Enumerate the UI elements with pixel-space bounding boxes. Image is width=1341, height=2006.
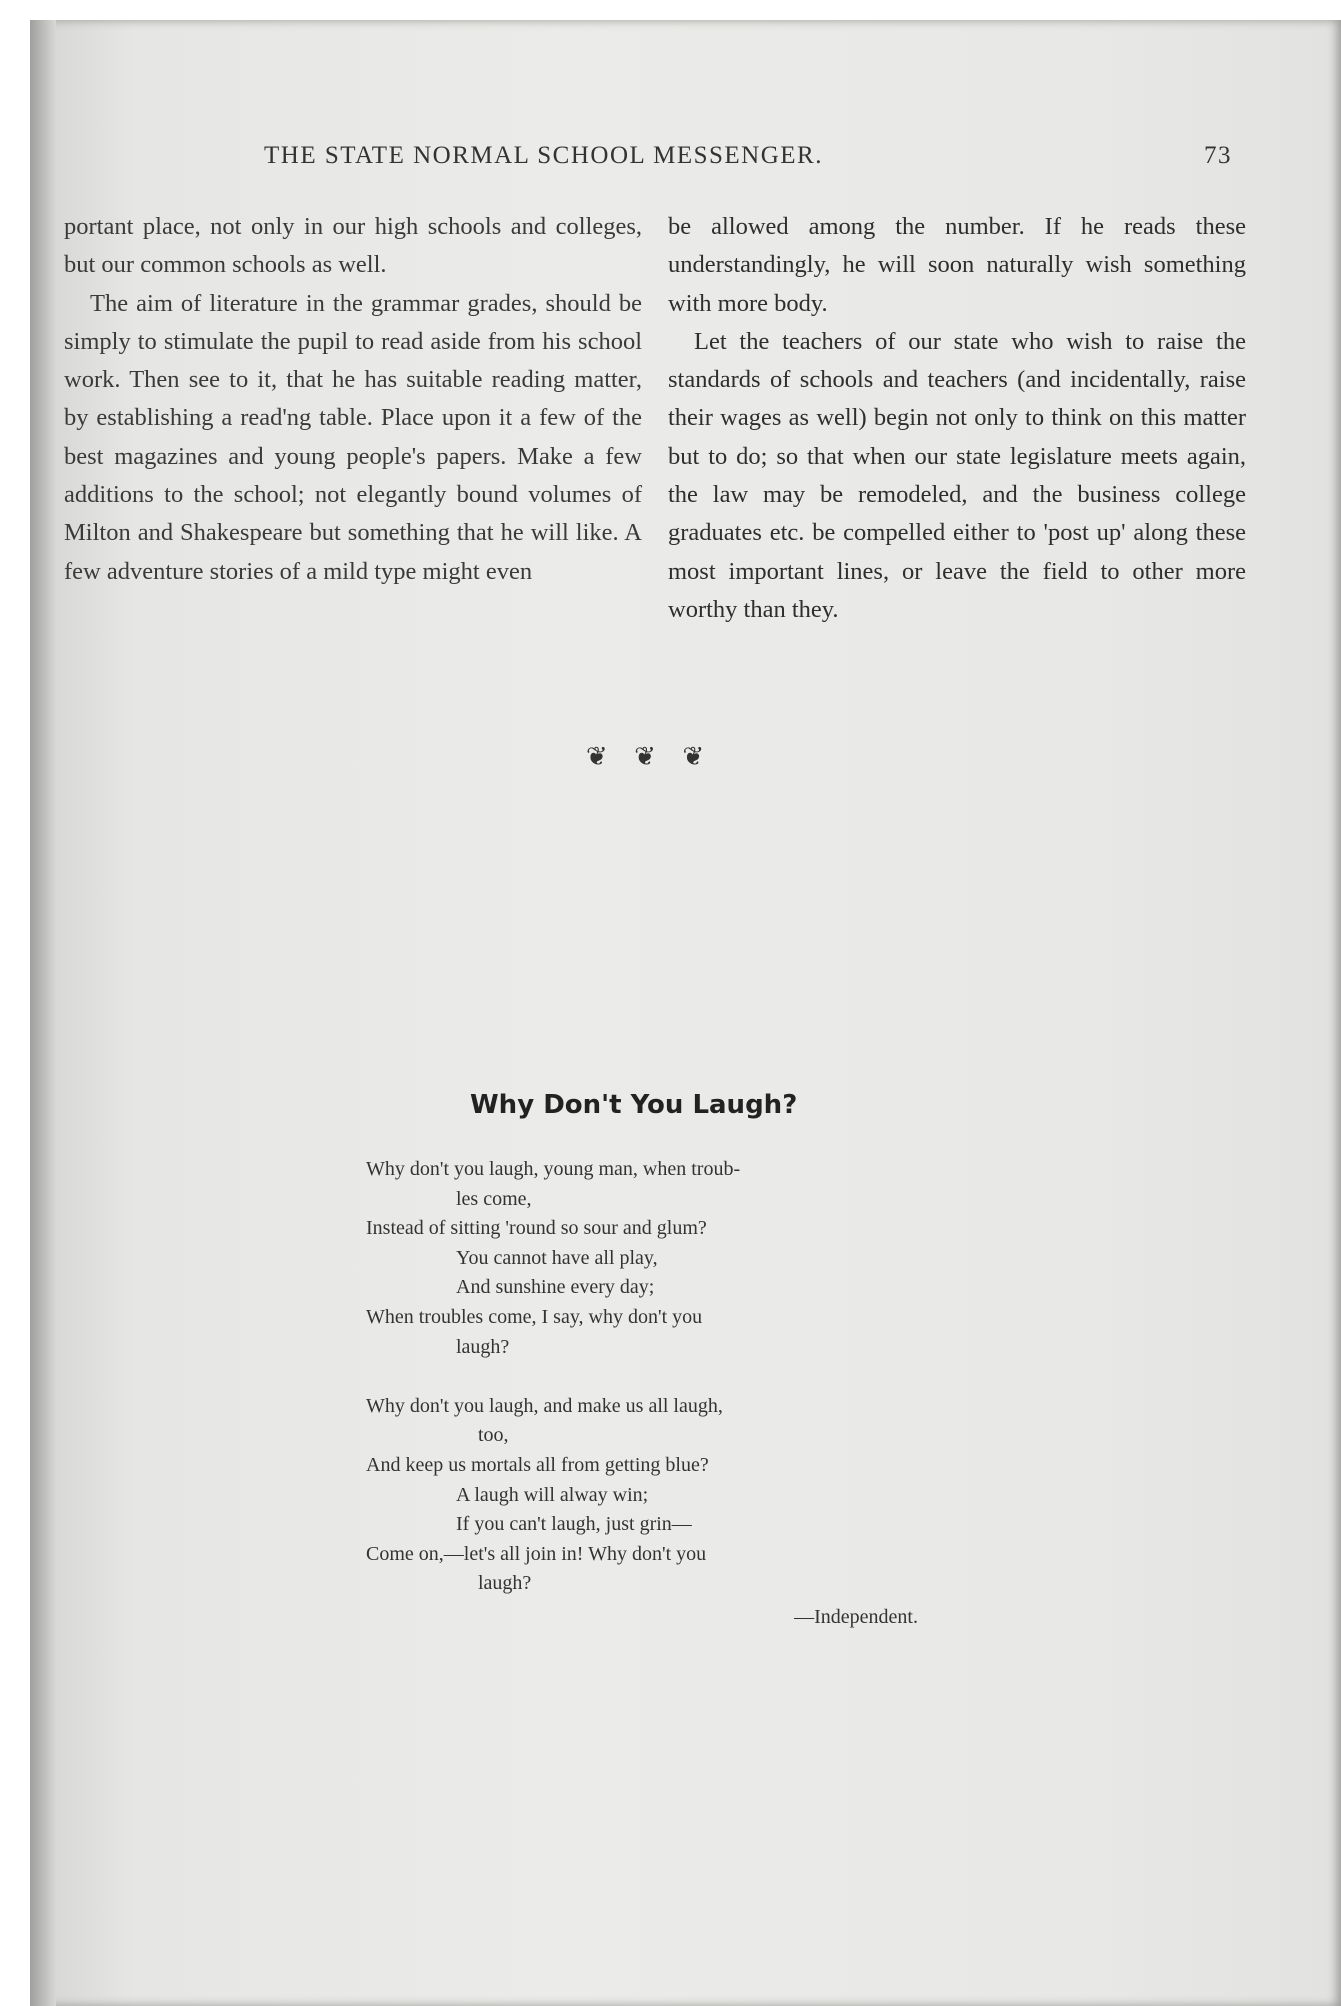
section-ornament: ❦ ❦ ❦ <box>585 742 715 771</box>
right-column <box>668 208 1246 629</box>
paragraph: Let the teachers of our state who wish to raise the standards of schools and teachers (and incidentally, raise their wages as well) begin not only to think on this matter but to do; so that when our state legislature meets again, the law may be remodeled, and the business college graduates etc. be compelled either to 'post up' along these most important lines, or leave the field to other more worthy than they. <box>668 327 1246 623</box>
poem-line: Why don't you laugh, and make us all laugh, <box>366 1394 723 1417</box>
paragraph: be allowed among the number. If he reads these understandingly, he will soon naturally wish something with more body. <box>668 213 1246 317</box>
poem-line: laugh? <box>478 1572 532 1595</box>
poem-line: Why don't you laugh, young man, when troub- <box>366 1158 741 1180</box>
journal-title: THE STATE NORMAL SCHOOL MESSENGER. <box>264 142 823 169</box>
poem-line: laugh? <box>456 1335 510 1358</box>
left-column <box>64 208 642 591</box>
page-binding-edge <box>30 20 56 2006</box>
poem-line: les come, <box>456 1187 532 1210</box>
poem-line: too, <box>478 1424 509 1447</box>
poem-line: A laugh will alway win; <box>456 1483 649 1506</box>
poem-line: When troubles come, I say, why don't you <box>366 1305 703 1328</box>
poem-line: If you can't laugh, just grin— <box>456 1513 692 1536</box>
poem-line: Instead of sitting 'round so sour and glum? <box>366 1217 707 1240</box>
poem <box>366 1155 926 1633</box>
poem-line: And keep us mortals all from getting blue? <box>366 1453 709 1476</box>
poem-line: And sunshine every day; <box>456 1276 655 1299</box>
paragraph: The aim of literature in the grammar grades, should be simply to stimulate the pupil to read aside from his school work. Then see to it, that he has suitable reading matter, by establishing a read'ng table. Place upon it a few of the best magazines and young people's papers. Make a few additions to the school; not elegantly bound volumes of Milton and Shakespeare but something that he will like. A few adventure stories of a mild type might even <box>64 289 642 585</box>
paragraph: portant place, not only in our high schools and colleges, but our common schools as well. <box>64 213 642 279</box>
poem-title: Why Don't You Laugh? <box>470 1090 798 1120</box>
stanza-break <box>366 1362 926 1392</box>
poem-line: Come on,—let's all join in! Why don't you <box>366 1542 707 1565</box>
poem-line: You cannot have all play, <box>456 1246 658 1269</box>
poem-attribution: —Independent. <box>794 1605 918 1628</box>
page-number: 73 <box>1204 142 1232 169</box>
